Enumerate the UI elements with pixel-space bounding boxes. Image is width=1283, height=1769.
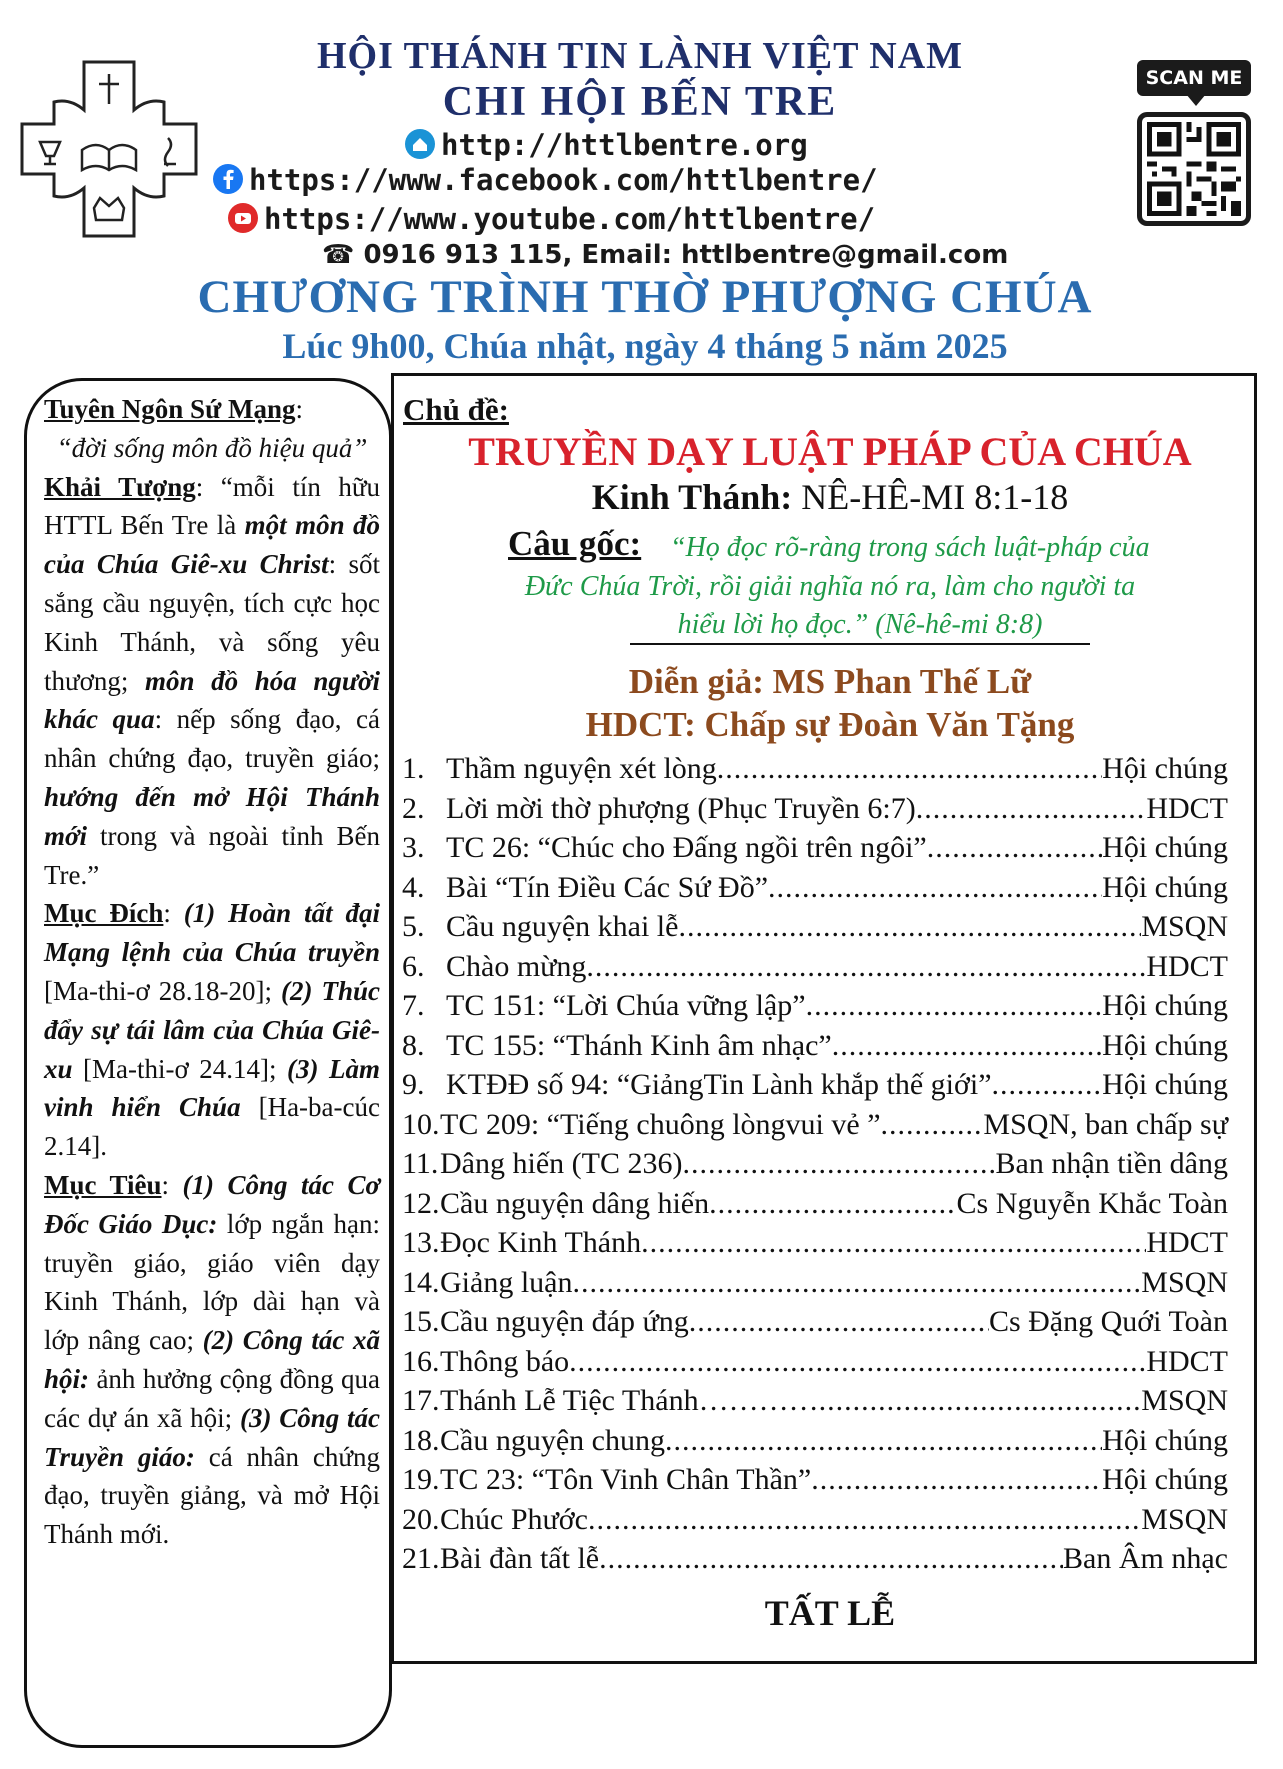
dot-leader [916, 789, 1147, 829]
program-item-title: Thánh Lễ Tiệc Thánh………… [440, 1384, 819, 1417]
key-verse-line: “Họ đọc rõ-ràng trong sách luật-pháp của [670, 532, 1150, 563]
goals-emphasis: (3) Công tác Truyền giáo: [44, 1402, 380, 1472]
vision-emphasis: một môn đồ của Chúa Giê-xu Christ [44, 510, 381, 580]
program-item-title: TC 26: “Chúc cho Đấng ngồi trên ngôi” [446, 831, 927, 864]
program-item [402, 1026, 1228, 1066]
program-item [402, 1381, 1228, 1421]
program-item-number: 9. [402, 1068, 425, 1101]
key-verse-label: Câu gốc: [508, 524, 642, 563]
scripture-label: Kinh Thánh: [591, 477, 793, 517]
program-item-number: 16. [402, 1344, 440, 1378]
program-item-performer: HDCT [1146, 1226, 1228, 1259]
program-item [402, 1105, 1228, 1145]
program-item-number: 19. [402, 1463, 440, 1496]
topic-label: Chủ đề: [403, 392, 509, 427]
dot-leader [586, 947, 1146, 987]
contact-line: ☎ 0916 913 115, Email: httlbentre@gmail.com [322, 240, 1009, 270]
dot-leader [881, 1105, 984, 1145]
program-item [402, 1500, 1228, 1540]
program-item-number: 11. [402, 1147, 439, 1180]
program-item-performer: MSQN, ban chấp sự [983, 1107, 1228, 1141]
service-datetime: Lúc 9h00, Chúa nhật, ngày 4 tháng 5 năm 2025 [282, 326, 1008, 366]
program-item-title: Cầu nguyện chung [440, 1423, 665, 1457]
program-item-title: Cầu nguyện dâng hiến [440, 1186, 710, 1220]
program-item-number: 21. [402, 1542, 440, 1575]
program-item [402, 1223, 1228, 1263]
program-item-number: 14. [402, 1265, 440, 1299]
service-host: HDCT: Chấp sự Đoàn Văn Tặng [585, 705, 1075, 744]
program-item-title: Thầm nguyện xét lòng [446, 752, 717, 785]
scripture-line [400, 476, 1260, 518]
dot-leader [811, 1460, 1102, 1500]
program-item-performer: Ban nhận tiền dâng [995, 1147, 1228, 1180]
program-item-performer: Hội chúng [1102, 752, 1228, 785]
program-item-performer: MSQN [1141, 1502, 1228, 1536]
program-item-number: 2. [402, 791, 425, 825]
program-item [402, 1144, 1228, 1184]
youtube-row [228, 202, 875, 236]
dot-leader [806, 986, 1103, 1026]
program-item [402, 789, 1228, 829]
program-item-title: Cầu nguyện khai lễ [446, 910, 679, 943]
program-item-number: 5. [402, 910, 425, 943]
page-title: CHƯƠNG TRÌNH THỜ PHƯỢNG CHÚA [197, 271, 1093, 323]
program-item-title: Bài “Tín Điều Các Sứ Đồ” [446, 870, 769, 904]
program-item-number: 20. [402, 1502, 440, 1536]
vision-text: trong và ngoài tỉnh Bến Tre.” [44, 820, 380, 890]
program-item-number: 6. [402, 949, 425, 983]
vision-label: Khải Tượng [44, 471, 196, 502]
dot-leader [641, 1223, 1146, 1263]
program-item-title: Giảng luận [440, 1265, 573, 1299]
vision-text: : sốt sắng cầu nguyện, tích cực học Kinh Thánh, và sống yêu thương; [44, 549, 381, 696]
program-item-performer: MSQN [1141, 1265, 1228, 1299]
purpose-label: Mục Đích [44, 898, 164, 929]
website-link[interactable]: http://httlbentre.org [441, 128, 808, 162]
facebook-icon [213, 164, 243, 194]
program-item-title: Thông báo [440, 1344, 570, 1378]
program-item [402, 1421, 1228, 1461]
purpose-emphasis: (2) Thúc đẩy sự tái lâm của Chúa Giê-xu [44, 975, 381, 1084]
program-item [402, 868, 1228, 908]
dot-leader [832, 1026, 1102, 1066]
purpose-text: [Ha-ba-cúc 2.14]. [44, 1092, 380, 1162]
program-item [402, 1065, 1228, 1105]
dot-leader [665, 1421, 1102, 1461]
youtube-icon [228, 203, 258, 233]
program-item [402, 1460, 1228, 1500]
program-item-performer: Ban Âm nhạc [1063, 1542, 1228, 1575]
qr-code-icon[interactable] [1137, 112, 1251, 226]
goals-text: ảnh hưởng cộng đồng qua các dự án xã hội; [44, 1363, 380, 1433]
goals-emphasis: (1) Công tác Cơ Đốc Giáo Dục: [44, 1169, 380, 1239]
program-item-performer: Hội chúng [1102, 1463, 1228, 1496]
program-item-performer: HDCT [1146, 949, 1228, 983]
program-item [402, 1263, 1228, 1303]
program-item-title: Lời mời thờ phượng (Phục Truyền 6:7) [446, 791, 916, 825]
facebook-row [213, 163, 878, 197]
org-name: HỘI THÁNH TIN LÀNH VIỆT NAM [316, 35, 964, 77]
program-item-number: 10. [402, 1107, 440, 1141]
program-item-title: TC 151: “Lời Chúa vững lập” [446, 989, 806, 1022]
goals-emphasis: (2) Công tác xã hội: [44, 1325, 381, 1394]
mission-statement: Tuyên Ngôn Sứ Mạng: “đời sống môn đồ hiệu quả” Khải Tượng: “mỗi tín hữu HTTL Bến Tre là một môn đồ của Chúa Giê-xu Christ: sốt sắng cầu nguyện, tích cực học Kinh Thánh, và sống yêu thương; môn đồ hóa người khác qua: nếp sống đạo, cá nhân chứng đạo, truyền giáo; hướng đến mở Hội Thánh mới trong và ngoài tỉnh Bến Tre.” Mục Đích: (1) Hoàn tất đại Mạng lệnh của Chúa truyền [Ma-thi-ơ 28.18-20]; (2) Thúc đẩy sự tái lâm của Chúa Giê-xu [Ma-thi-ơ 24.14]; (3) Làm vinh hiển Chúa [Ha-ba-cúc 2.14]. Mục Tiêu: (1) Công tác Cơ Đốc Giáo Dục: lớp ngắn hạn: truyền giáo, giáo viên dạy Kinh Thánh, lớp dài hạn và lớp nâng cao; (2) Công tác xã hội: ảnh hưởng cộng đồng qua các dự án xã hội; (3) Công tác Truyền giáo: cá nhân chứng đạo, truyền giảng, và mở Hội Thánh mới. [44, 394, 381, 1550]
program-item-number: 17. [402, 1384, 440, 1417]
program-item-performer: Hội chúng [1102, 831, 1228, 864]
program-item-performer: Hội chúng [1102, 1068, 1228, 1101]
scan-label-pointer [1186, 94, 1206, 106]
vision-text: : nếp sống đạo, cá nhân chứng đạo, truyền giáo; [44, 704, 380, 774]
order-of-service [402, 749, 1228, 1579]
program-item-number: 1. [402, 752, 425, 785]
purpose-text: [Ma-thi-ơ 24.14]; [83, 1053, 277, 1084]
vision-text: “mỗi tín hữu HTTL Bến Tre là [44, 471, 380, 541]
speaker: Diễn giả: MS Phan Thế Lữ [628, 662, 1032, 701]
mission-motto: “đời sống môn đồ hiệu quả” [56, 432, 368, 463]
scripture-reference: NÊ-HÊ-MI 8:1-18 [801, 477, 1069, 517]
vision-emphasis: hướng đến mở Hội Thánh mới [44, 781, 380, 851]
program-item-number: 4. [402, 870, 425, 904]
mission-heading: Tuyên Ngôn Sứ Mạng [44, 394, 296, 424]
program-item-title: KTĐĐ số 94: “GiảngTin Lành khắp thế giới” [446, 1068, 992, 1101]
program-item [402, 749, 1228, 789]
cross-emblem-logo-icon [18, 58, 200, 240]
program-item [402, 907, 1228, 947]
program-item-title: Chào mừng [446, 949, 587, 983]
sermon-theme: TRUYỀN DẠY LUẬT PHÁP CỦA CHÚA [468, 429, 1192, 474]
program-item [402, 1539, 1228, 1579]
facebook-link[interactable]: https://www.facebook.com/httlbentre/ [249, 163, 878, 197]
dot-leader [599, 1539, 1063, 1579]
dot-leader [819, 1381, 1142, 1421]
purpose-emphasis: (1) Hoàn tất đại Mạng lệnh của Chúa truyền [44, 898, 380, 968]
dot-leader [678, 907, 1141, 947]
dot-leader [569, 1342, 1146, 1382]
dot-leader [689, 1302, 989, 1342]
program-item [402, 828, 1228, 868]
key-verse-line: hiểu lời họ đọc.” (Nê-hê-mi 8:8) [630, 609, 1090, 645]
program-item-number: 12. [402, 1186, 440, 1220]
program-item-number: 3. [402, 831, 425, 864]
program-item-performer: Hội chúng [1102, 989, 1228, 1022]
program-item-performer: MSQN [1141, 1384, 1228, 1417]
program-item-performer: Cs Đặng Quới Toàn [988, 1305, 1228, 1338]
program-item-performer: HDCT [1146, 1344, 1228, 1378]
vision-emphasis: môn đồ hóa người khác qua [44, 665, 381, 735]
program-item-title: Chúc Phước [440, 1502, 588, 1536]
dot-leader [709, 1184, 956, 1224]
dot-leader [588, 1500, 1141, 1540]
program-item-title: Đọc Kinh Thánh [440, 1226, 642, 1259]
key-verse-line: Đức Chúa Trời, rồi giải nghĩa nó ra, làm cho người ta [524, 571, 1136, 602]
purpose-text: [Ma-thi-ơ 28.18-20]; [44, 975, 272, 1006]
program-item-performer: Hội chúng [1102, 1028, 1228, 1062]
program-item-performer: Cs Nguyễn Khắc Toàn [956, 1186, 1228, 1220]
dot-leader [572, 1263, 1141, 1303]
dot-leader [682, 1144, 995, 1184]
program-item-performer: HDCT [1146, 791, 1228, 825]
home-icon [405, 129, 435, 159]
program-item [402, 986, 1228, 1026]
dot-leader [768, 868, 1102, 908]
website-row [405, 128, 808, 162]
program-item-title: Dâng hiến (TC 236) [440, 1147, 683, 1180]
program-item-number: 18. [402, 1423, 440, 1457]
youtube-link[interactable]: https://www.youtube.com/httlbentre/ [264, 202, 876, 236]
program-item-title: Cầu nguyện đáp ứng [440, 1305, 689, 1338]
program-item-title: Bài đàn tất lễ [440, 1542, 600, 1575]
program-item-performer: MSQN [1141, 910, 1228, 943]
branch-name: CHI HỘI BẾN TRE [442, 79, 838, 125]
program-item-number: 8. [402, 1028, 425, 1062]
dot-leader [927, 828, 1102, 868]
program-item-title: TC 209: “Tiếng chuông lòngvui vẻ ” [440, 1107, 881, 1141]
purpose-emphasis: (3) Làm vinh hiển Chúa [44, 1053, 380, 1123]
program-item [402, 947, 1228, 987]
dot-leader [992, 1065, 1103, 1105]
program-item [402, 1342, 1228, 1382]
program-item-performer: Hội chúng [1102, 1423, 1228, 1457]
goals-text: cá nhân chứng đạo, truyền giảng, và mở Hội Thánh mới. [44, 1441, 380, 1550]
program-item-title: TC 23: “Tôn Vinh Chân Thần” [440, 1463, 812, 1496]
program-item-number: 7. [402, 989, 425, 1022]
scan-me-label: SCAN ME [1137, 60, 1251, 96]
program-item-title: TC 155: “Thánh Kinh âm nhạc” [446, 1028, 832, 1062]
program-item [402, 1302, 1228, 1342]
program-item-number: 15. [402, 1305, 440, 1338]
closing-label: TẤT LỄ [764, 1593, 896, 1633]
program-item [402, 1184, 1228, 1224]
goals-label: Mục Tiêu [44, 1169, 162, 1200]
program-item-number: 13. [402, 1226, 440, 1259]
goals-text: lớp ngắn hạn: truyền giáo, giáo viên dạy Kinh Thánh, lớp dài hạn và lớp nâng cao; [44, 1208, 380, 1356]
dot-leader [717, 749, 1102, 789]
program-item-performer: Hội chúng [1102, 870, 1228, 904]
